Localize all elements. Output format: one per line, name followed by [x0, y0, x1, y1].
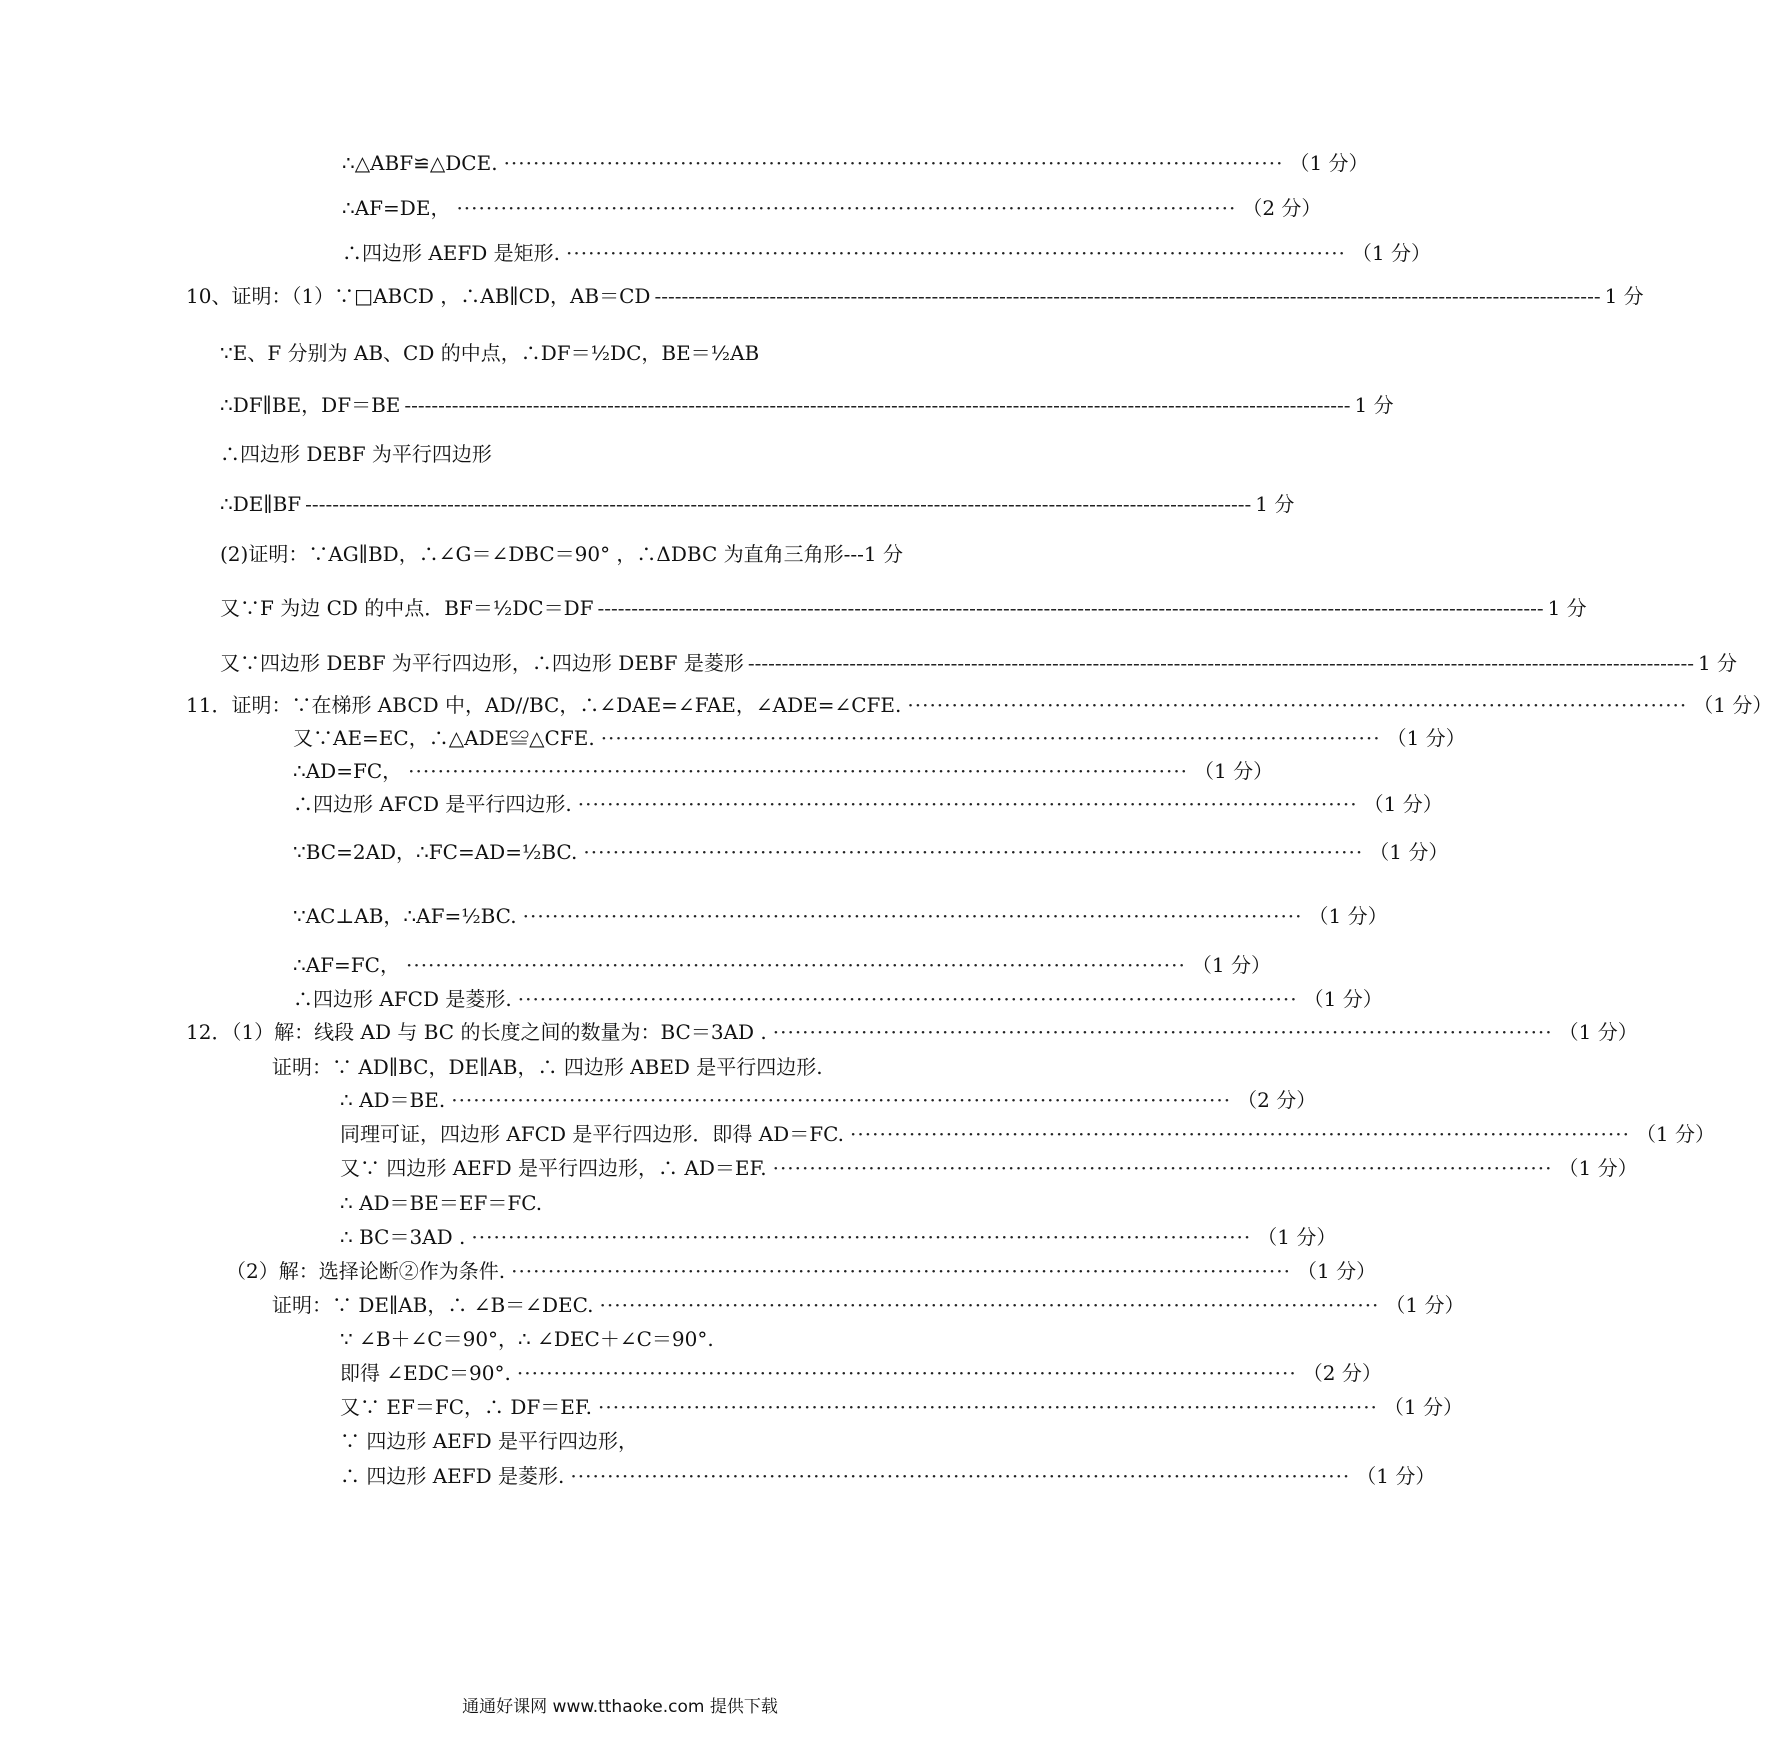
line-text: 同理可证，四边形 AFCD 是平行四边形．即得 AD＝FC.: [340, 1122, 845, 1146]
solution-line: [272, 1053, 823, 1081]
solution-line: [220, 649, 1738, 677]
solution-line: [220, 490, 1295, 518]
solution-line: [293, 790, 1443, 818]
solution-line: [220, 594, 1587, 622]
line-text: 即得 ∠EDC＝90°.: [340, 1361, 511, 1385]
solution-line: [226, 1257, 1377, 1285]
solution-line: [293, 724, 1466, 752]
line-text: ∴四边形 DEBF 为平行四边形: [220, 442, 492, 466]
dot-leader: ··········································································································: [907, 693, 1688, 717]
dot-leader: ··········································································································: [570, 1464, 1351, 1488]
dot-leader: ··········································································································: [405, 953, 1186, 977]
dot-leader: ··········································································································: [566, 241, 1346, 265]
score-label: （2 分）: [1237, 1088, 1317, 1112]
score-label: （1 分）: [1194, 759, 1274, 783]
line-text: ∴四边形 AFCD 是平行四边形.: [293, 792, 572, 816]
line-text: (2)证明：∵AG∥BD，∴∠G＝∠DBC＝90° ，∴ΔDBC 为直角三角形---1 分: [220, 542, 903, 566]
score-label: （1 分）: [1351, 241, 1432, 265]
line-text: 12．（1）解：线段 AD 与 BC 的长度之间的数量为：BC＝3AD .: [186, 1020, 767, 1044]
solution-line: [272, 1291, 1465, 1319]
solution-line: [340, 1427, 638, 1455]
score-label: 1 分: [1354, 393, 1394, 417]
line-text: ∴AF=FC，: [293, 953, 400, 977]
score-label: （1 分）: [1383, 1395, 1463, 1419]
line-text: ∴ 四边形 AEFD 是菱形.: [340, 1464, 565, 1488]
line-text: 又∵ 四边形 AEFD 是平行四边形，∴ AD＝EF.: [340, 1156, 767, 1180]
solution-line: [293, 902, 1388, 930]
score-label: （1 分）: [1296, 1259, 1377, 1283]
solution-line: [340, 1393, 1463, 1421]
solution-line: [340, 1189, 542, 1217]
dot-leader: ··········································································································: [772, 1020, 1553, 1044]
solution-line: [293, 838, 1449, 866]
score-label: （1 分）: [1693, 693, 1772, 717]
footer-credit: 通通好课网 www.tthaoke.com 提供下载: [462, 1697, 778, 1717]
score-label: （1 分）: [1385, 1293, 1465, 1317]
solution-line: [220, 339, 759, 367]
line-text: ∴DE∥BF: [220, 492, 302, 516]
dot-leader: ··········································································································: [600, 726, 1381, 750]
score-label: 1 分: [1697, 651, 1738, 675]
line-text: ∵ 四边形 AEFD 是平行四边形，: [340, 1429, 639, 1453]
score-label: （1 分）: [1303, 987, 1383, 1011]
score-label: 1 分: [1604, 284, 1644, 308]
solution-line: [186, 1018, 1638, 1046]
dash-leader: --------------------------------------------------------------------------------------------------------------------------------------------: [404, 393, 1351, 417]
line-text: ∴四边形 AFCD 是菱形.: [293, 987, 512, 1011]
score-label: （1 分）: [1289, 151, 1369, 175]
dot-leader: ··········································································································: [408, 759, 1189, 783]
score-label: （1 分）: [1558, 1020, 1638, 1044]
dash-leader: --------------------------------------------------------------------------------------------------------------------------------------------: [654, 284, 1601, 308]
score-label: （1 分）: [1558, 1156, 1638, 1180]
solution-line: [340, 1359, 1382, 1387]
score-label: （2 分）: [1242, 196, 1322, 220]
line-text: ∴AD=FC，: [293, 759, 403, 783]
dot-leader: ··········································································································: [772, 1156, 1553, 1180]
dot-leader: ··········································································································: [850, 1122, 1630, 1146]
score-label: （1 分）: [1257, 1225, 1337, 1249]
line-text: 证明：∵ DE∥AB，∴ ∠B＝∠DEC.: [272, 1293, 594, 1317]
solution-line: [342, 239, 1432, 267]
dot-leader: ··········································································································: [471, 1225, 1252, 1249]
line-text: 又∵四边形 DEBF 为平行四边形，∴四边形 DEBF 是菱形: [220, 651, 744, 675]
line-text: ∴ AD＝BE.: [340, 1088, 446, 1112]
dash-leader: --------------------------------------------------------------------------------------------------------------------------------------------: [597, 596, 1544, 620]
score-label: （2 分）: [1302, 1361, 1382, 1385]
solution-line: [220, 440, 492, 468]
line-text: ∵BC=2AD，∴FC=AD=½BC.: [293, 840, 578, 864]
dot-leader: ··········································································································: [456, 196, 1237, 220]
line-text: ∴ BC＝3AD .: [340, 1225, 466, 1249]
line-text: 又∵ EF＝FC，∴ DF＝EF.: [340, 1395, 593, 1419]
score-label: 1 分: [1255, 492, 1295, 516]
solution-line: [340, 1120, 1716, 1148]
solution-line: [340, 1086, 1317, 1114]
line-text: ∵E、F 分别为 AB、CD 的中点，∴DF＝½DC，BE＝½AB: [220, 341, 760, 365]
solution-line: [220, 391, 1394, 419]
dot-leader: ··········································································································: [599, 1293, 1380, 1317]
dot-leader: ··········································································································: [517, 987, 1298, 1011]
solution-line: [340, 1325, 714, 1353]
score-label: （1 分）: [1191, 953, 1271, 977]
solution-line: [220, 540, 903, 568]
dot-leader: ··········································································································: [583, 840, 1364, 864]
line-text: ∵ ∠B＋∠C＝90°，∴ ∠DEC＋∠C＝90°.: [340, 1327, 714, 1351]
line-text: ∴ AD＝BE＝EF＝FC.: [340, 1191, 543, 1215]
solution-line: [342, 194, 1322, 222]
line-text: 10、证明：（1）∵□ABCD ，∴AB∥CD，AB＝CD: [186, 284, 651, 308]
solution-line: [342, 149, 1369, 177]
solution-line: [340, 1154, 1638, 1182]
line-text: 11．证明：∵在梯形 ABCD 中，AD//BC，∴∠DAE=∠FAE，∠ADE=∠CFE.: [186, 693, 902, 717]
solution-line: [186, 691, 1772, 719]
solution-line: [293, 951, 1271, 979]
line-text: ∴DF∥BE，DF＝BE: [220, 393, 401, 417]
score-label: （1 分）: [1386, 726, 1466, 750]
score-label: （1 分）: [1369, 840, 1449, 864]
dot-leader: ··········································································································: [516, 1361, 1297, 1385]
dot-leader: ··········································································································: [522, 904, 1303, 928]
line-text: 又∵F 为边 CD 的中点．BF＝½DC＝DF: [220, 596, 594, 620]
dash-leader: --------------------------------------------------------------------------------------------------------------------------------------------: [305, 492, 1252, 516]
solution-line: [186, 282, 1644, 310]
score-label: （1 分）: [1356, 1464, 1436, 1488]
solution-line: [293, 985, 1383, 1013]
dot-leader: ··········································································································: [503, 151, 1284, 175]
dash-leader: --------------------------------------------------------------------------------------------------------------------------------------------: [747, 651, 1694, 675]
dot-leader: ··········································································································: [598, 1395, 1378, 1419]
solution-line: [340, 1223, 1337, 1251]
line-text: （2）解：选择论断②作为条件.: [226, 1259, 506, 1283]
score-label: （1 分）: [1635, 1122, 1716, 1146]
line-text: ∴AF=DE，: [342, 196, 451, 220]
line-text: ∴△ABF≌△DCE.: [342, 151, 498, 175]
score-label: 1 分: [1547, 596, 1587, 620]
score-label: （1 分）: [1308, 904, 1388, 928]
dot-leader: ··········································································································: [511, 1259, 1291, 1283]
dot-leader: ··········································································································: [451, 1088, 1232, 1112]
solution-line: [340, 1462, 1436, 1490]
line-text: ∴四边形 AEFD 是矩形.: [342, 241, 561, 265]
dot-leader: ··········································································································: [577, 792, 1358, 816]
line-text: 证明：∵ AD∥BC，DE∥AB，∴ 四边形 ABED 是平行四边形.: [272, 1055, 823, 1079]
line-text: ∵AC⊥AB，∴AF=½BC.: [293, 904, 517, 928]
line-text: 又∵AE=EC，∴△ADE≌△CFE.: [293, 726, 595, 750]
score-label: （1 分）: [1363, 792, 1443, 816]
solution-line: [293, 757, 1274, 785]
